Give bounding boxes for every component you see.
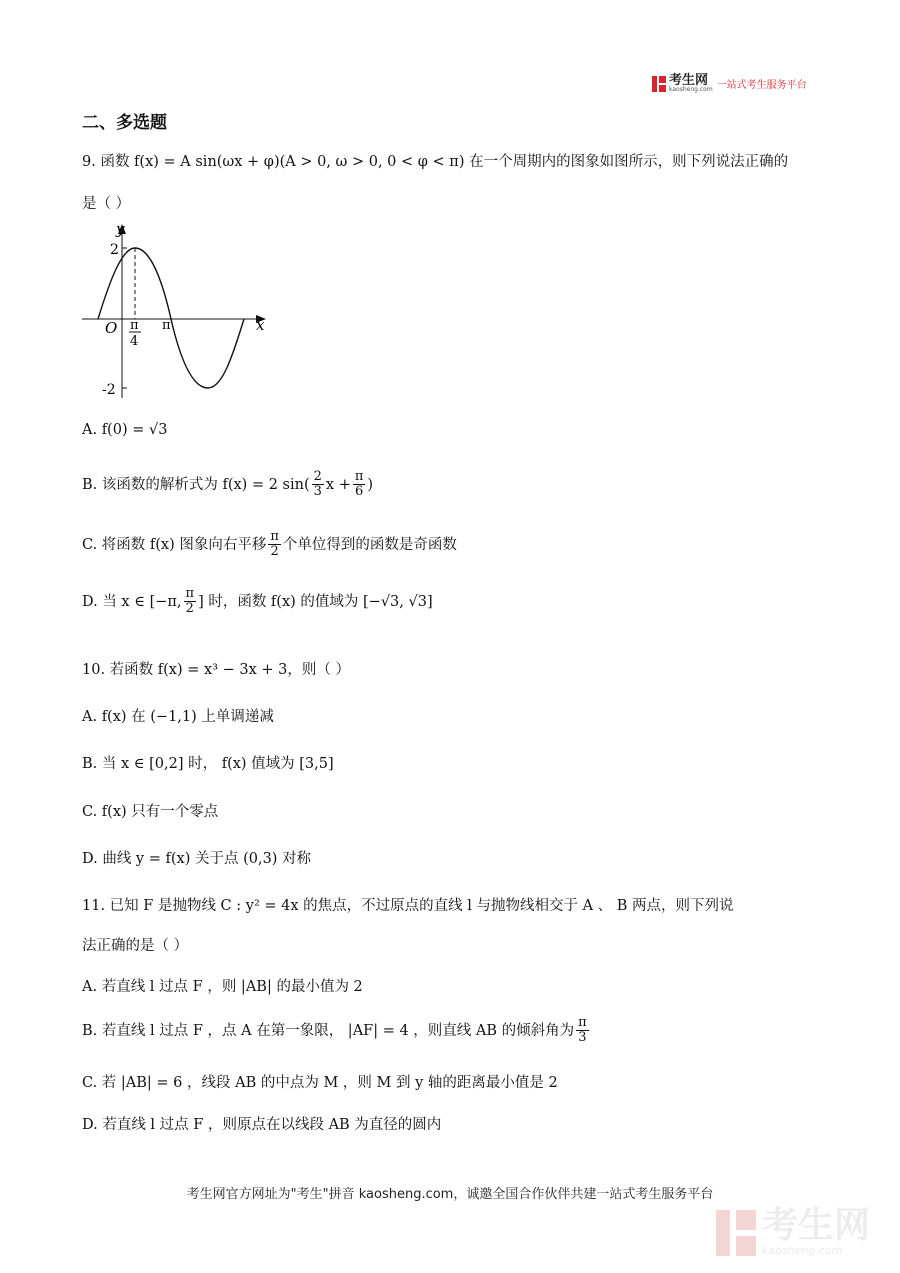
watermark-logo-icon (716, 1210, 756, 1256)
watermark-en: kaosheng.com (762, 1244, 843, 1257)
q11-stem-line2: 法正确的是（ ） (82, 938, 189, 954)
origin-label: O (105, 319, 118, 337)
footer-text: 考生网官方网址为"考生"拼音 kaosheng.com，诚邀全国合作伙伴共建一站式考生服务平台 (186, 1187, 714, 1202)
logo-slogan: 一站式考生服务平台 (716, 80, 807, 91)
sine-graph (80, 218, 270, 402)
q9-stem-line1: 9. 函数 f(x) = A sin(ωx + φ)(A > 0, ω > 0, 0 < φ < π) 在一个周期内的图象如图所示，则下列说法正确的 (82, 154, 789, 170)
tick-pi-label: π (162, 318, 171, 333)
q9-option-d: D. 当 x ∈ [−π, $\frac{\pi}{2}$ ] 时，函数 f(x) 的值域为 [−√3, √3] (82, 586, 433, 617)
q10-stem: 10. 若函数 f(x) = x³ − 3x + 3，则（ ） (82, 662, 350, 678)
tick-pi4-den: 4 (130, 334, 139, 349)
y-bottom-label: -2 (102, 382, 116, 398)
q11-option-c: C. 若 |AB| = 6 ，线段 AB 的中点为 M ，则 M 到 y 轴的距离最小值是 2 (82, 1075, 558, 1091)
q9-option-a: A. f(0) = √3 (82, 422, 168, 438)
q11-stem-line1: 11. 已知 F 是抛物线 C : y² = 4x 的焦点，不过原点的直线 l 与抛物线相交于 A 、 B 两点，则下列说 (82, 898, 734, 914)
q9-option-b: B. 该函数的解析式为 f(x) = 2 sin( $\frac{2}{3}$ x + $\frac{\pi}{6}$ ) (82, 469, 374, 500)
watermark (716, 1205, 871, 1257)
watermark-cn: 考生网 (762, 1205, 871, 1246)
sine-curve (98, 248, 244, 388)
q10-option-c: C. f(x) 只有一个零点 (82, 804, 219, 820)
tick-pi4-num: π (130, 318, 139, 333)
q11-option-d: D. 若直线 l 过点 F ，则原点在以线段 AB 为直径的圆内 (82, 1117, 442, 1133)
y-top-label: 2 (110, 242, 119, 258)
section-title: 二、多选题 (82, 113, 167, 133)
header-logo (652, 74, 807, 93)
q11-option-a: A. 若直线 l 过点 F ，则 |AB| 的最小值为 2 (82, 979, 363, 995)
logo-icon (652, 76, 666, 92)
y-label: y (116, 220, 125, 238)
q9-option-c: C. 将函数 f(x) 图象向右平移 $\frac{\pi}{2}$ 个单位得到的函数是奇函数 (82, 529, 457, 560)
q10-option-b: B. 当 x ∈ [0,2] 时， f(x) 值域为 [3,5] (82, 756, 334, 772)
x-label: x (256, 316, 265, 334)
q9-stem-line2: 是（ ） (82, 196, 131, 212)
q10-option-a: A. f(x) 在 (−1,1) 上单调递减 (82, 709, 274, 725)
q10-option-d: D. 曲线 y = f(x) 关于点 (0,3) 对称 (82, 851, 312, 867)
logo-en: kaosheng.com (669, 86, 713, 93)
q11-option-b: B. 若直线 l 过点 F ，点 A 在第一象限， |AF| = 4 ，则直线 AB 的倾斜角为 $\frac{\pi}{3}$ (82, 1015, 587, 1046)
logo-cn: 考生网 (669, 73, 709, 88)
